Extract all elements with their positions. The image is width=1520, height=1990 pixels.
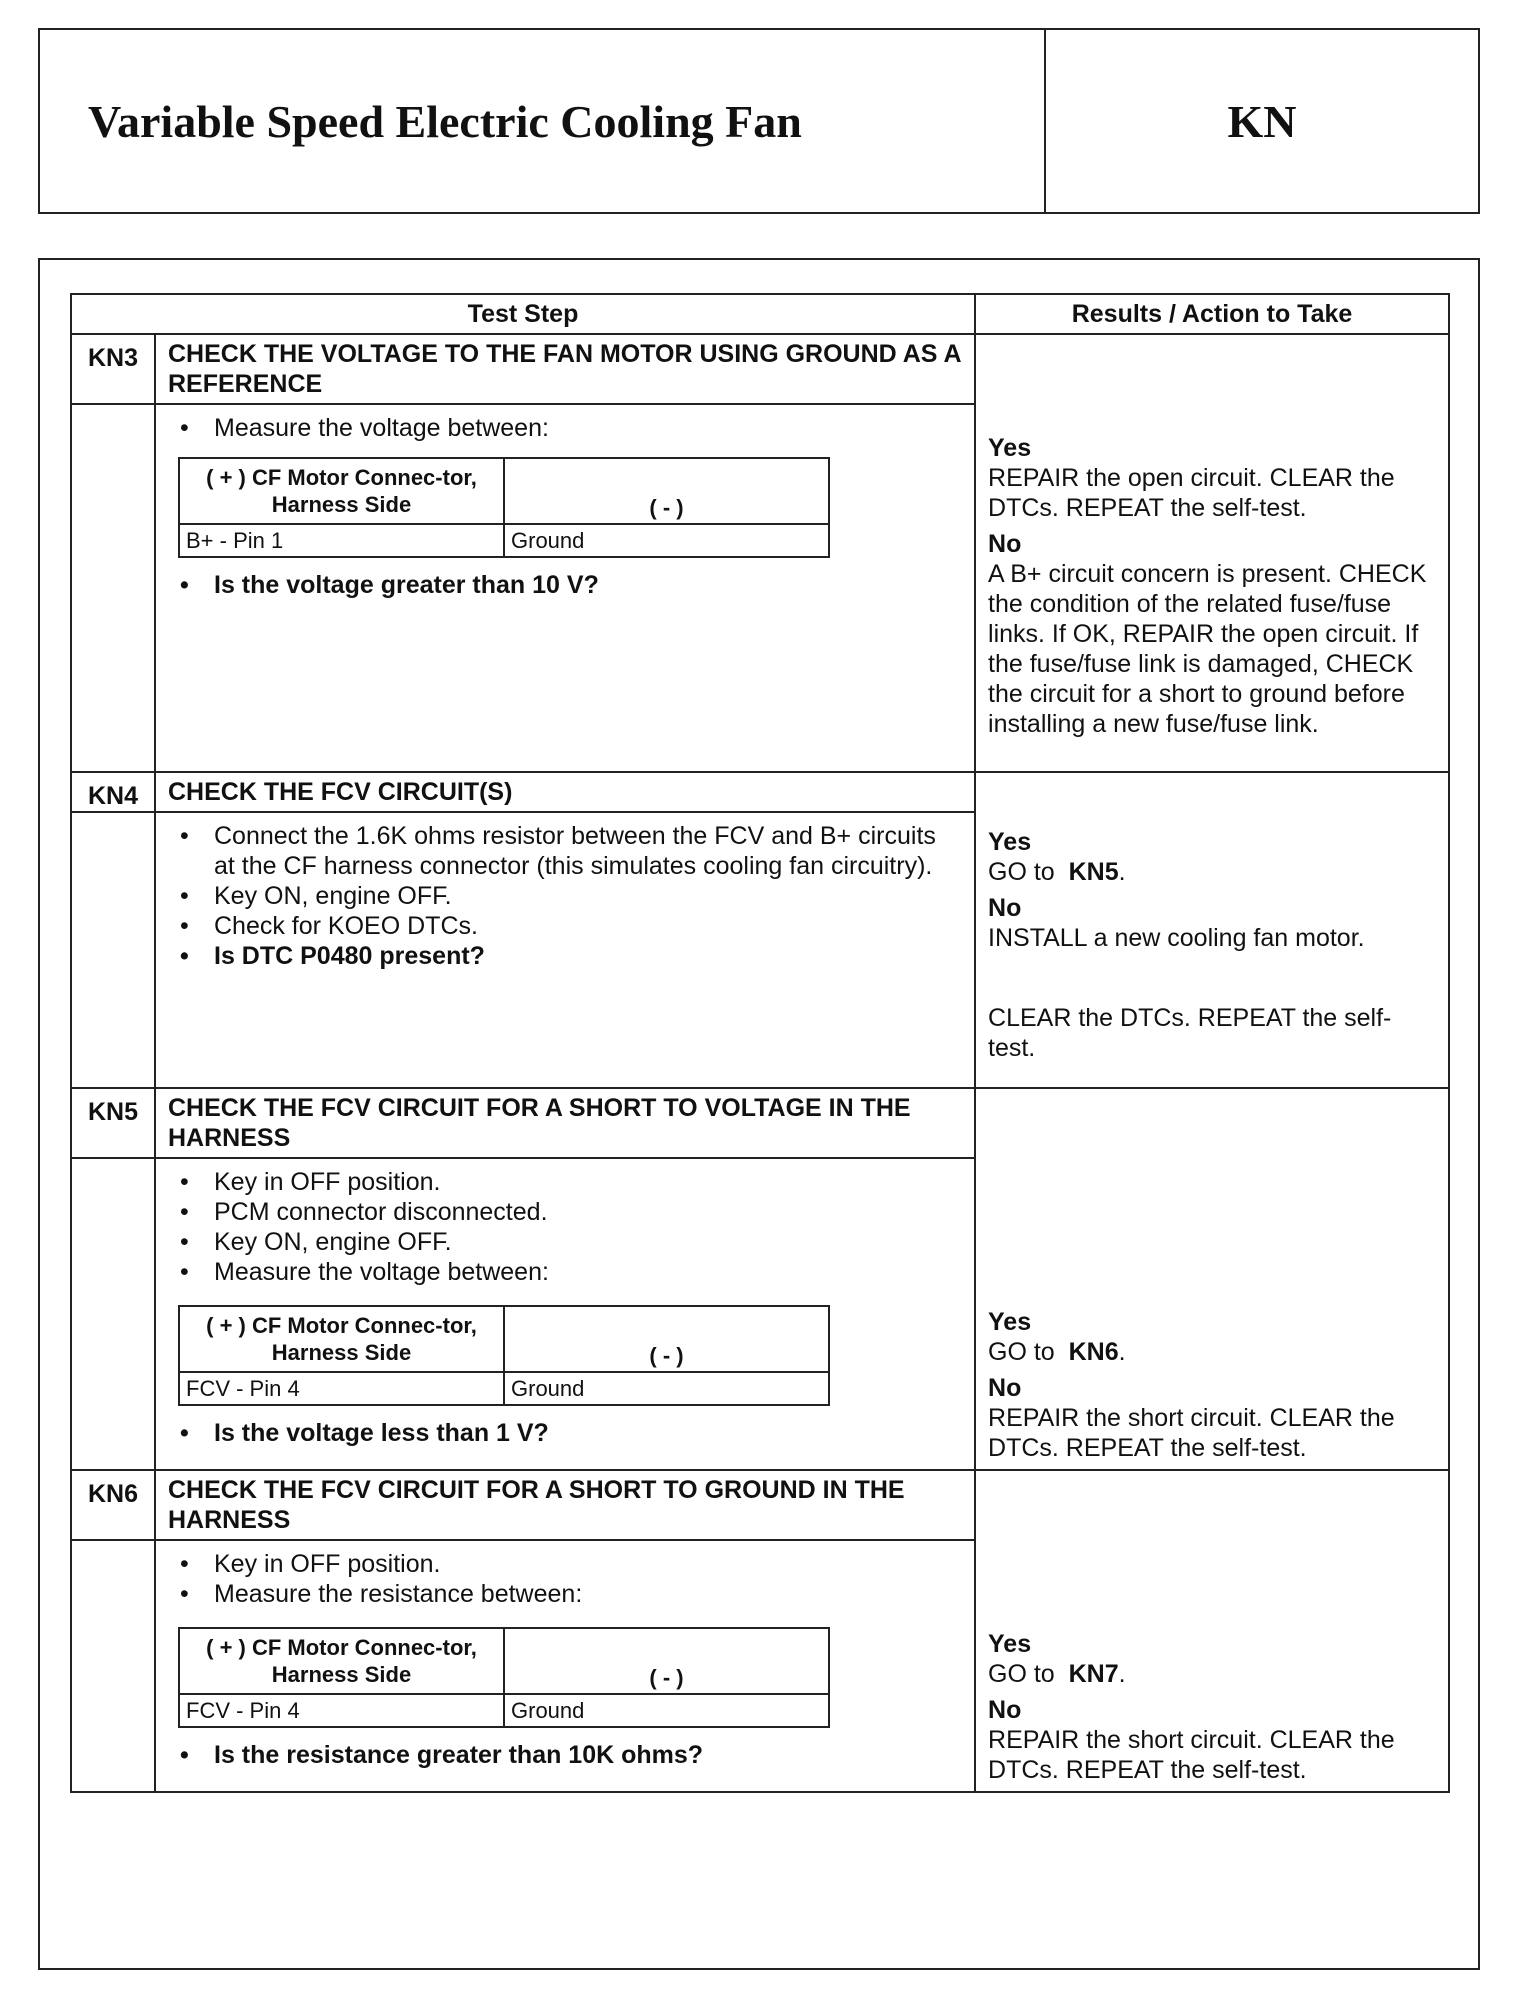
step-kn4-results xyxy=(975,772,1449,1088)
step-kn6-body xyxy=(155,1540,975,1792)
page-title: Variable Speed Electric Cooling Fan xyxy=(40,30,1046,212)
meas-cell: Ground xyxy=(504,524,829,557)
no-label: No xyxy=(988,1374,1022,1402)
step-id: KN5 xyxy=(71,1088,155,1158)
step-title: CHECK THE FCV CIRCUIT(S) xyxy=(155,772,975,812)
bullet-item: • Key ON, engine OFF. xyxy=(174,1227,962,1257)
bullet-item: • Connect the 1.6K ohms resistor between the FCV and B+ circuits at the CF harness connector (this simulates cooling fan circuitry). xyxy=(174,821,962,881)
bullet-item: • Check for KOEO DTCs. xyxy=(174,911,962,941)
meas-cell: B+ - Pin 1 xyxy=(179,524,504,557)
section-code: KN xyxy=(1227,95,1297,147)
step-kn3-body xyxy=(155,404,975,772)
extra-action: CLEAR the DTCs. REPEAT the self-test. xyxy=(988,1004,1392,1062)
yes-label: Yes xyxy=(988,1630,1032,1658)
step-question: • Is DTC P0480 present? xyxy=(174,941,962,971)
meas-header-plus: ( + ) CF Motor Connec-tor, Harness Side xyxy=(179,1628,504,1694)
meas-header-minus: ( - ) xyxy=(504,1628,829,1694)
yes-label: Yes xyxy=(988,1308,1032,1336)
step-kn4-body xyxy=(155,812,975,1088)
no-action: REPAIR the short circuit. CLEAR the DTCs. REPEAT the self-test. xyxy=(988,1726,1395,1784)
yes-action: REPAIR the open circuit. CLEAR the DTCs. REPEAT the self-test. xyxy=(988,464,1395,522)
yes-label: Yes xyxy=(988,828,1032,856)
step-id: KN3 xyxy=(71,334,155,404)
no-label: No xyxy=(988,1696,1022,1724)
bullet-item: • Key in OFF position. xyxy=(174,1549,962,1579)
meas-cell: Ground xyxy=(504,1694,829,1727)
yes-action: GO to KN6. xyxy=(988,1338,1126,1366)
no-action: INSTALL a new cooling fan motor. xyxy=(988,924,1365,952)
step-kn5-results xyxy=(975,1088,1449,1470)
no-label: No xyxy=(988,894,1022,922)
meas-cell: FCV - Pin 4 xyxy=(179,1694,504,1727)
table-header-row xyxy=(71,294,1449,334)
bullet-item: • Measure the voltage between: xyxy=(174,1257,962,1287)
step-reference: KN5 xyxy=(1068,858,1119,886)
step-kn5-body xyxy=(155,1158,975,1470)
step-question: • Is the resistance greater than 10K ohms? xyxy=(174,1740,962,1770)
yes-label: Yes xyxy=(988,434,1032,462)
no-action: REPAIR the short circuit. CLEAR the DTCs. REPEAT the self-test. xyxy=(988,1404,1395,1462)
meas-header-plus: ( + ) CF Motor Connec-tor, Harness Side xyxy=(179,458,504,524)
step-title: CHECK THE FCV CIRCUIT FOR A SHORT TO GROUND IN THE HARNESS xyxy=(155,1470,975,1540)
bullet-item: • PCM connector disconnected. xyxy=(174,1197,962,1227)
step-id: KN4 xyxy=(71,772,155,812)
no-label: No xyxy=(988,530,1022,558)
page-header xyxy=(38,28,1480,214)
meas-header-plus: ( + ) CF Motor Connec-tor, Harness Side xyxy=(179,1306,504,1372)
step-kn6-results xyxy=(975,1470,1449,1792)
meas-cell: FCV - Pin 4 xyxy=(179,1372,504,1405)
bullet-item: • Measure the resistance between: xyxy=(174,1579,962,1609)
yes-action: GO to KN7. xyxy=(988,1660,1126,1688)
step-question: • Is the voltage greater than 10 V? xyxy=(174,570,962,600)
step-id: KN6 xyxy=(71,1470,155,1540)
step-kn3-results xyxy=(975,334,1449,772)
measurement-table xyxy=(178,1305,830,1406)
step-question: • Is the voltage less than 1 V? xyxy=(174,1418,962,1448)
meas-header-minus: ( - ) xyxy=(504,458,829,524)
no-action: A B+ circuit concern is present. CHECK the condition of the related fuse/fuse links. If OK, REPAIR the open circuit. If the fuse/fuse link is damaged, CHECK the circuit for a short to ground before installing a new fuse/fuse link. xyxy=(988,560,1427,738)
step-kn3-title-row xyxy=(71,334,1449,404)
yes-action: GO to KN5. xyxy=(988,858,1126,886)
step-kn4-title-row xyxy=(71,772,1449,812)
step-kn5-title-row xyxy=(71,1088,1449,1158)
step-kn6-title-row xyxy=(71,1470,1449,1540)
measurement-table xyxy=(178,457,830,558)
meas-header-minus: ( - ) xyxy=(504,1306,829,1372)
meas-cell: Ground xyxy=(504,1372,829,1405)
bullet-item: • Measure the voltage between: xyxy=(174,413,962,443)
test-step-table xyxy=(70,293,1450,1793)
col-test-step: Test Step xyxy=(71,294,975,334)
col-results: Results / Action to Take xyxy=(975,294,1449,334)
step-title: CHECK THE VOLTAGE TO THE FAN MOTOR USING GROUND AS A REFERENCE xyxy=(155,334,975,404)
bullet-item: • Key ON, engine OFF. xyxy=(174,881,962,911)
measurement-table xyxy=(178,1627,830,1728)
step-reference: KN7 xyxy=(1068,1660,1119,1688)
bullet-item: • Key in OFF position. xyxy=(174,1167,962,1197)
step-reference: KN6 xyxy=(1068,1338,1119,1366)
step-title: CHECK THE FCV CIRCUIT FOR A SHORT TO VOLTAGE IN THE HARNESS xyxy=(155,1088,975,1158)
